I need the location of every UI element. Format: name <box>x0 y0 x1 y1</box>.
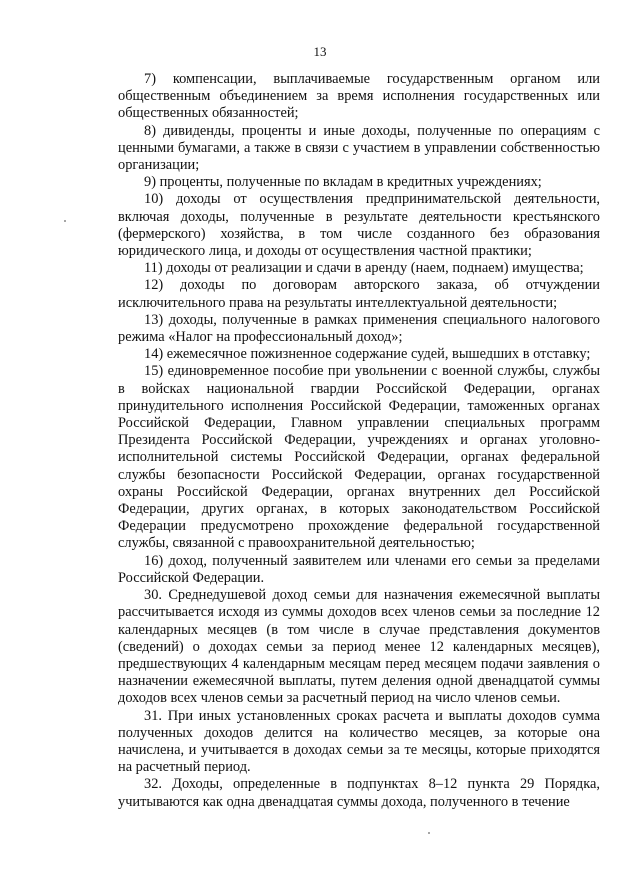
paragraph-item-9: 9) проценты, полученные по вкладам в кредитных учреждениях; <box>144 174 542 191</box>
scan-speck <box>64 220 66 222</box>
paragraph-item-14: 14) ежемесячное пожизненное содержание судей, вышедших в отставку; <box>144 346 591 363</box>
paragraph-item-13: 13) доходы, полученные в рамках применения специального налогового режима «Налог на профессиональный доход»; <box>118 311 600 346</box>
paragraph-item-8: 8) дивиденды, проценты и иные доходы, полученные по операциям с ценными бумагами, а также в связи с участием в управлении собственностью организации; <box>118 122 600 174</box>
paragraph-clause-30: 30. Среднедушевой доход семьи для назначения ежемесячной выплаты рассчитывается исходя из суммы доходов всех членов семьи за последние 12 календарных месяцев (в том числе в случае представления документов (сведений) о доходах семьи за период менее 12 календарных месяцев), предшествующих 4 календарным месяцам перед месяцем подачи заявления о назначении ежемесячной выплаты, путем деления одной двенадцатой суммы доходов всех членов семьи за расчетный период на число членов семьи. <box>118 587 600 707</box>
paragraph-item-16: 16) доход, полученный заявителем или членами его семьи за пределами Российской Федерации. <box>118 552 600 586</box>
paragraph-clause-31: 31. При иных установленных сроках расчета и выплаты доходов сумма полученных доходов делится на количество месяцев, за которые она начислена, и учитывается в доходах семьи за те месяцы, которые приходятся на расчетный период. <box>118 707 600 776</box>
paragraph-item-7: 7) компенсации, выплачиваемые государственным органом или общественным объединением за время исполнения государственных или общественных обязанностей; <box>118 71 600 122</box>
paragraph-item-11: 11) доходы от реализации и сдачи в аренду (наем, поднаем) имущества; <box>144 260 584 277</box>
paragraph-item-12: 12) доходы по договорам авторского заказа, об отчуждении исключительного права на результаты интеллектуальной деятельности; <box>118 277 600 311</box>
paragraph-item-15: 15) единовременное пособие при увольнении с военной службы, службы в войсках национальной гвардии Российской Федерации, органах принудительного исполнения Российской Федерации, таможенных органах Российской Федерации, Главном управлении специальных программ Президента Российской Федерации, учреждениях и органах уголовно-исполнительной системы Российской Федерации, органах федеральной службы безопасности Российской Федерации, органах государственной охраны Российской Федерации, органах внутренних дел Российской Федерации, других органах, в которых законодательством Российской Федерации предусмотрено прохождение федеральной государственной службы, связанной с правоохранительной деятельностью; <box>118 363 600 552</box>
paragraph-item-10: 10) доходы от осуществления предпринимательской деятельности, включая доходы, полученные в результате деятельности крестьянского (фермерского) хозяйства, в том числе созданного без образования юридического лица, и доходы от осуществления частной практики; <box>118 191 600 260</box>
page-number: 13 <box>313 44 327 59</box>
paragraph-clause-32: 32. Доходы, определенные в подпунктах 8–12 пункта 29 Порядка, учитываются как одна двенадцатая суммы дохода, полученного в течение <box>118 776 600 810</box>
document-text <box>118 71 600 811</box>
scan-speck <box>428 832 430 834</box>
